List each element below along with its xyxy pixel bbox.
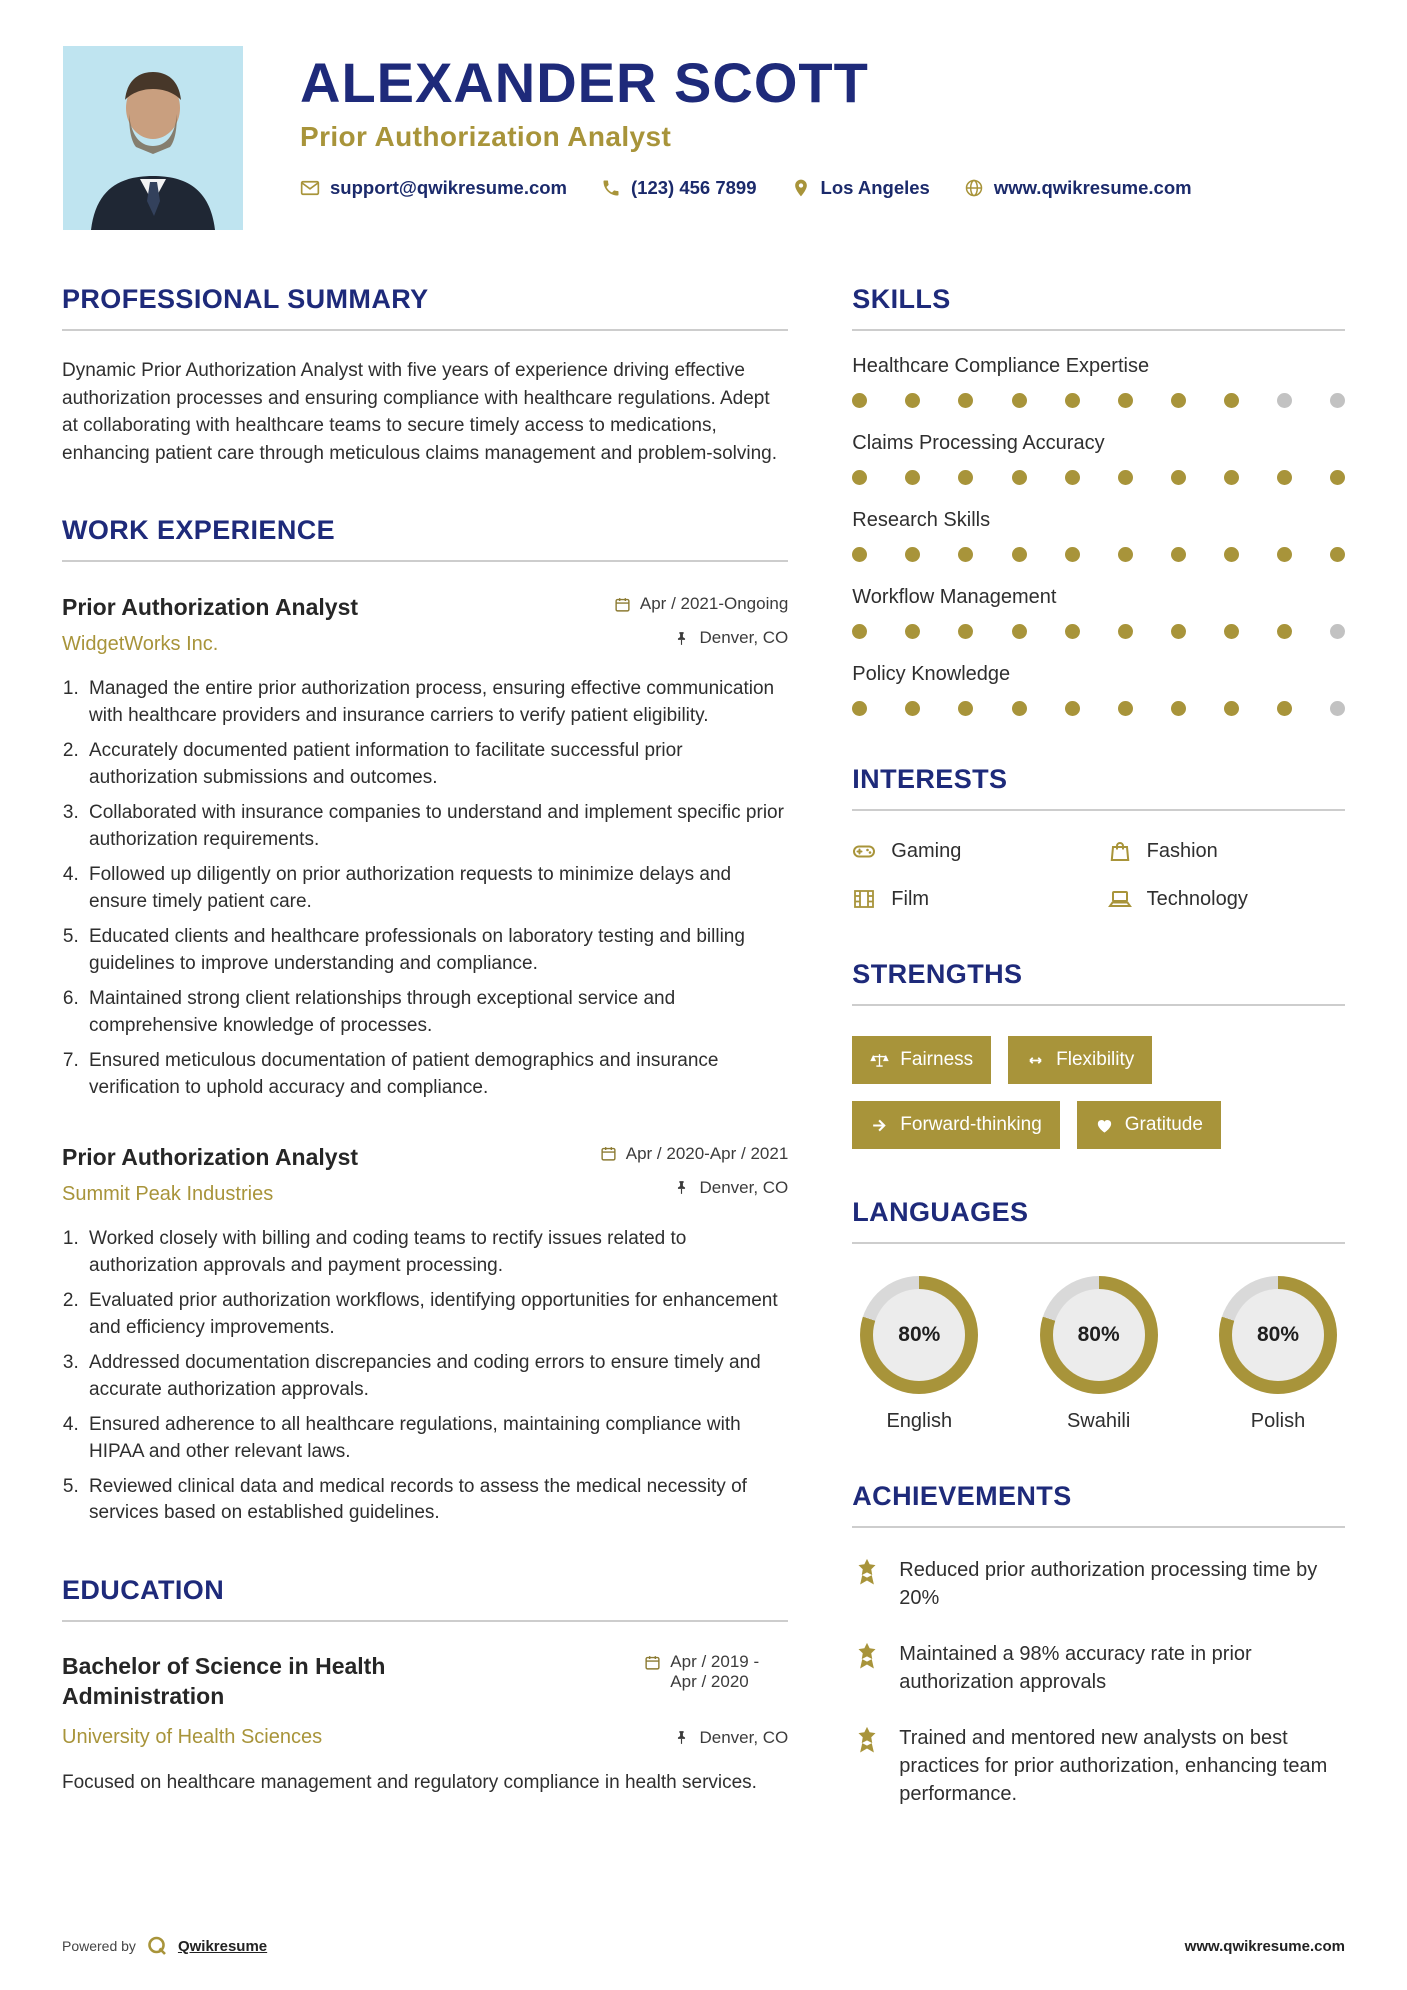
education-location xyxy=(673,1728,788,1748)
education-school-row xyxy=(62,1726,788,1749)
skill-dot xyxy=(1171,624,1186,639)
job-meta xyxy=(614,594,788,648)
language-item xyxy=(854,1276,984,1433)
arrow-right-icon xyxy=(870,1116,889,1135)
summary-text: Dynamic Prior Authorization Analyst with five years of experience driving effective authorization processes and ensuring compliance with healthcare regulations. Adept at collaborating with healthcare teams to secure timely access to medications, enhancing patient care through meticulous claims management and problem-solving. xyxy=(62,360,778,464)
job-entry xyxy=(62,594,788,1102)
achievement-item xyxy=(852,1556,1345,1612)
summary-heading: PROFESSIONAL SUMMARY xyxy=(62,284,788,331)
skill-label: Healthcare Compliance Expertise xyxy=(852,355,1150,377)
skill-dot xyxy=(1118,624,1133,639)
job-location-text: Denver, CO xyxy=(699,1177,789,1197)
footer xyxy=(62,1934,1345,1958)
job-bullet-list xyxy=(84,1226,788,1528)
skill-dot xyxy=(958,393,973,408)
language-progress-ring xyxy=(860,1276,978,1394)
skill-dot xyxy=(1171,470,1186,485)
language-progress-ring xyxy=(1040,1276,1158,1394)
gamepad-icon xyxy=(852,839,876,863)
skill-label: Research Skills xyxy=(852,509,991,531)
job-bullet: 1. Managed the entire prior authorization process, ensuring effective communication with healthcare providers and insurance carriers to verify patient eligibility. xyxy=(84,676,788,730)
pushpin-icon xyxy=(673,630,690,647)
skill-dot xyxy=(1118,393,1133,408)
language-item xyxy=(1213,1276,1343,1433)
skill-dot xyxy=(1171,393,1186,408)
award-icon xyxy=(852,1725,882,1755)
strength-badge xyxy=(852,1036,991,1084)
interest-label: Film xyxy=(891,887,930,910)
skill-label: Policy Knowledge xyxy=(852,663,1011,685)
section-languages xyxy=(852,1197,1345,1433)
skill-dot xyxy=(1171,701,1186,716)
phone-icon xyxy=(601,178,621,198)
job-bullet: 5. Reviewed clinical data and medical records to assess the medical necessity of services based on established guidelines. xyxy=(84,1474,788,1528)
skill-dot xyxy=(905,624,920,639)
job-bullet: 3. Addressed documentation discrepancies and coding errors to ensure timely and accurate authorization approvals. xyxy=(84,1350,788,1404)
content-columns xyxy=(62,244,1345,1808)
skill-dot xyxy=(1118,701,1133,716)
experience-heading: WORK EXPERIENCE xyxy=(62,515,788,562)
double-arrow-icon xyxy=(1026,1051,1045,1070)
job-bullet: 1. Worked closely with billing and coding teams to rectify issues related to authorization approvals and payment processing. xyxy=(84,1226,788,1280)
skill-dot xyxy=(1065,701,1080,716)
heart-icon xyxy=(1095,1116,1114,1135)
contact-phone-text: (123) 456 7899 xyxy=(631,176,757,198)
powered-by-label: Powered by xyxy=(62,1938,136,1954)
qwikresume-link[interactable]: Qwikresume xyxy=(177,1937,268,1955)
job-company: WidgetWorks Inc. xyxy=(62,633,219,656)
pushpin-icon xyxy=(673,1729,690,1746)
skill-dot xyxy=(905,701,920,716)
job-bullet: 4. Followed up diligently on prior authorization requests to minimize delays and ensure timely patient care. xyxy=(84,862,788,916)
education-degree: Bachelor of Science in Health Administration xyxy=(62,1653,386,1710)
job-bullet: 6. Maintained strong client relationships through exceptional service and comprehensive knowledge of processes. xyxy=(84,986,788,1040)
strength-badge xyxy=(1008,1036,1152,1084)
job-location xyxy=(614,628,788,648)
contact-phone[interactable] xyxy=(601,177,757,199)
strengths-badges xyxy=(852,1036,1345,1149)
education-entry xyxy=(62,1652,788,1712)
skill-dot xyxy=(1065,393,1080,408)
interest-item xyxy=(1108,887,1345,911)
skill-dot xyxy=(958,701,973,716)
skill-item xyxy=(852,586,1345,639)
skill-dot xyxy=(958,624,973,639)
language-progress-ring xyxy=(1219,1276,1337,1394)
pushpin-icon xyxy=(673,1179,690,1196)
skill-dot xyxy=(1118,470,1133,485)
skill-dot xyxy=(905,547,920,562)
skill-dot xyxy=(1065,624,1080,639)
skill-dot xyxy=(1118,547,1133,562)
calendar-icon xyxy=(600,1145,617,1162)
skill-dot xyxy=(1012,393,1027,408)
education-date xyxy=(644,1652,788,1692)
job-meta xyxy=(600,1144,789,1198)
skill-dot xyxy=(1277,393,1292,408)
language-label: Polish xyxy=(1250,1410,1306,1432)
contact-email-text: support@qwikresume.com xyxy=(330,176,568,198)
section-education xyxy=(62,1575,788,1796)
candidate-name: ALEXANDER SCOTT xyxy=(300,51,869,114)
achievement-item xyxy=(852,1724,1345,1808)
skill-dot xyxy=(1171,547,1186,562)
skill-dot xyxy=(1012,470,1027,485)
skill-dot xyxy=(1012,547,1027,562)
languages-heading: LANGUAGES xyxy=(852,1197,1345,1244)
calendar-icon xyxy=(644,1654,661,1671)
skill-rating xyxy=(852,701,1345,716)
interest-item xyxy=(852,887,1089,911)
achievement-text: Maintained a 98% accuracy rate in prior authorization approvals xyxy=(899,1643,1252,1693)
languages-row xyxy=(852,1276,1345,1433)
film-icon xyxy=(852,887,876,911)
job-title: Prior Authorization Analyst xyxy=(62,594,359,621)
job-entry xyxy=(62,1144,788,1528)
skill-dot xyxy=(1224,624,1239,639)
achievement-text: Trained and mentored new analysts on best practices for prior authorization, enhancing team performance. xyxy=(899,1727,1328,1805)
job-bullet: 5. Educated clients and healthcare professionals on laboratory testing and billing guidelines to improve understanding and compliance. xyxy=(84,924,788,978)
interest-label: Gaming xyxy=(891,839,962,862)
skill-dot xyxy=(1277,470,1292,485)
strength-badge xyxy=(852,1101,1060,1149)
education-heading: EDUCATION xyxy=(62,1575,788,1622)
skill-dot xyxy=(1330,701,1345,716)
job-date-text: Apr / 2021-Ongoing xyxy=(639,594,789,614)
candidate-title: Prior Authorization Analyst xyxy=(300,120,672,152)
job-date xyxy=(600,1144,789,1164)
skill-rating xyxy=(852,547,1345,562)
skill-dot xyxy=(905,393,920,408)
skill-item xyxy=(852,355,1345,408)
skill-rating xyxy=(852,393,1345,408)
skill-dot xyxy=(1330,470,1345,485)
contact-website-text: www.qwikresume.com xyxy=(993,176,1192,198)
laptop-icon xyxy=(1108,887,1132,911)
job-left xyxy=(62,594,358,656)
job-bullet-list xyxy=(84,676,788,1102)
skill-dot xyxy=(1012,624,1027,639)
skill-dot xyxy=(1012,701,1027,716)
skill-dot xyxy=(905,470,920,485)
interest-item xyxy=(1108,839,1345,863)
footer-website[interactable]: www.qwikresume.com xyxy=(1184,1937,1345,1955)
skill-label: Workflow Management xyxy=(852,586,1057,608)
job-left xyxy=(62,1144,358,1206)
contact-website[interactable] xyxy=(964,177,1192,199)
education-description: Focused on healthcare management and regulatory compliance in health services. xyxy=(62,1772,757,1794)
achievements-heading: ACHIEVEMENTS xyxy=(852,1481,1345,1528)
interest-label: Fashion xyxy=(1146,839,1218,862)
job-header xyxy=(62,594,788,656)
award-icon xyxy=(852,1557,882,1587)
education-meta xyxy=(644,1652,788,1692)
interests-grid xyxy=(852,839,1345,911)
globe-icon xyxy=(964,178,984,198)
contact-location xyxy=(791,177,930,199)
language-label: Swahili xyxy=(1066,1410,1131,1432)
section-interests xyxy=(852,764,1345,911)
section-achievements xyxy=(852,1481,1345,1808)
skill-dot xyxy=(852,624,867,639)
skill-dot xyxy=(1330,393,1345,408)
profile-photo xyxy=(62,46,244,230)
job-bullet: 4. Ensured adherence to all healthcare regulations, maintaining compliance with HIPAA and other relevant laws. xyxy=(84,1412,788,1466)
strength-label: Flexibility xyxy=(1056,1049,1135,1070)
strength-label: Fairness xyxy=(900,1049,974,1070)
strength-label: Forward-thinking xyxy=(900,1114,1042,1135)
skill-item xyxy=(852,663,1345,716)
skill-item xyxy=(852,509,1345,562)
qwikresume-logo-icon xyxy=(145,1934,169,1958)
left-column xyxy=(62,244,788,1808)
job-bullet: 3. Collaborated with insurance companies to understand and implement specific prior authorization requirements. xyxy=(84,800,788,854)
language-percent: 80% xyxy=(1053,1289,1145,1381)
interest-item xyxy=(852,839,1089,863)
strength-label: Gratitude xyxy=(1124,1114,1203,1135)
job-date xyxy=(614,594,788,614)
skill-dot xyxy=(1330,547,1345,562)
skill-dot xyxy=(1277,624,1292,639)
powered-by xyxy=(62,1934,267,1958)
skill-dot xyxy=(852,393,867,408)
skill-dot xyxy=(958,547,973,562)
job-location xyxy=(600,1178,789,1198)
section-work-experience xyxy=(62,515,788,1527)
right-column xyxy=(852,244,1345,1808)
job-location-text: Denver, CO xyxy=(699,628,789,648)
education-date-text: Apr / 2019 - Apr / 2020 xyxy=(670,1652,760,1692)
interest-label: Technology xyxy=(1146,887,1248,910)
award-icon xyxy=(852,1641,882,1671)
job-bullet: 7. Ensured meticulous documentation of patient demographics and insurance verification to uphold accuracy and compliance. xyxy=(84,1048,788,1102)
section-skills xyxy=(852,284,1345,716)
envelope-icon xyxy=(300,178,320,198)
contact-location-text: Los Angeles xyxy=(820,176,930,198)
header-info xyxy=(300,46,1192,199)
skill-dot xyxy=(1224,547,1239,562)
skills-heading: SKILLS xyxy=(852,284,1345,331)
skill-dot xyxy=(1224,470,1239,485)
shopping-bag-icon xyxy=(1108,839,1132,863)
profile-photo-illustration xyxy=(62,46,244,230)
achievement-item xyxy=(852,1640,1345,1696)
skill-dot xyxy=(1065,547,1080,562)
strength-badge xyxy=(1077,1101,1221,1149)
language-percent: 80% xyxy=(873,1289,965,1381)
skill-rating xyxy=(852,470,1345,485)
strengths-heading: STRENGTHS xyxy=(852,959,1345,1006)
header xyxy=(62,46,1345,230)
skill-dot xyxy=(958,470,973,485)
scales-icon xyxy=(870,1051,889,1070)
skill-item xyxy=(852,432,1345,485)
skill-dot xyxy=(852,470,867,485)
job-title: Prior Authorization Analyst xyxy=(62,1143,359,1170)
section-strengths xyxy=(852,959,1345,1149)
job-company: Summit Peak Industries xyxy=(62,1182,274,1205)
contact-email[interactable] xyxy=(300,177,567,199)
language-percent: 80% xyxy=(1232,1289,1324,1381)
skill-dot xyxy=(1065,470,1080,485)
map-pin-icon xyxy=(791,178,811,198)
skill-rating xyxy=(852,624,1345,639)
education-location-text: Denver, CO xyxy=(699,1727,789,1747)
skill-dot xyxy=(1277,701,1292,716)
job-bullet: 2. Evaluated prior authorization workflows, identifying opportunities for enhancement and efficiency improvements. xyxy=(84,1288,788,1342)
contact-row xyxy=(300,177,1192,199)
skill-dot xyxy=(852,547,867,562)
skill-dot xyxy=(1277,547,1292,562)
skill-label: Claims Processing Accuracy xyxy=(852,432,1105,454)
interests-heading: INTERESTS xyxy=(852,764,1345,811)
qwikresume-logo xyxy=(145,1934,169,1958)
job-header xyxy=(62,1144,788,1206)
language-item xyxy=(1034,1276,1164,1433)
skill-dot xyxy=(1224,393,1239,408)
skill-dot xyxy=(852,701,867,716)
job-bullet: 2. Accurately documented patient information to facilitate successful prior authorization submissions and outcomes. xyxy=(84,738,788,792)
skill-dot xyxy=(1224,701,1239,716)
skill-dot xyxy=(1330,624,1345,639)
calendar-icon xyxy=(614,596,631,613)
job-date-text: Apr / 2020-Apr / 2021 xyxy=(625,1143,789,1163)
education-school: University of Health Sciences xyxy=(62,1726,323,1749)
section-professional-summary xyxy=(62,284,788,467)
achievement-text: Reduced prior authorization processing time by 20% xyxy=(899,1559,1318,1609)
language-label: English xyxy=(886,1410,953,1432)
